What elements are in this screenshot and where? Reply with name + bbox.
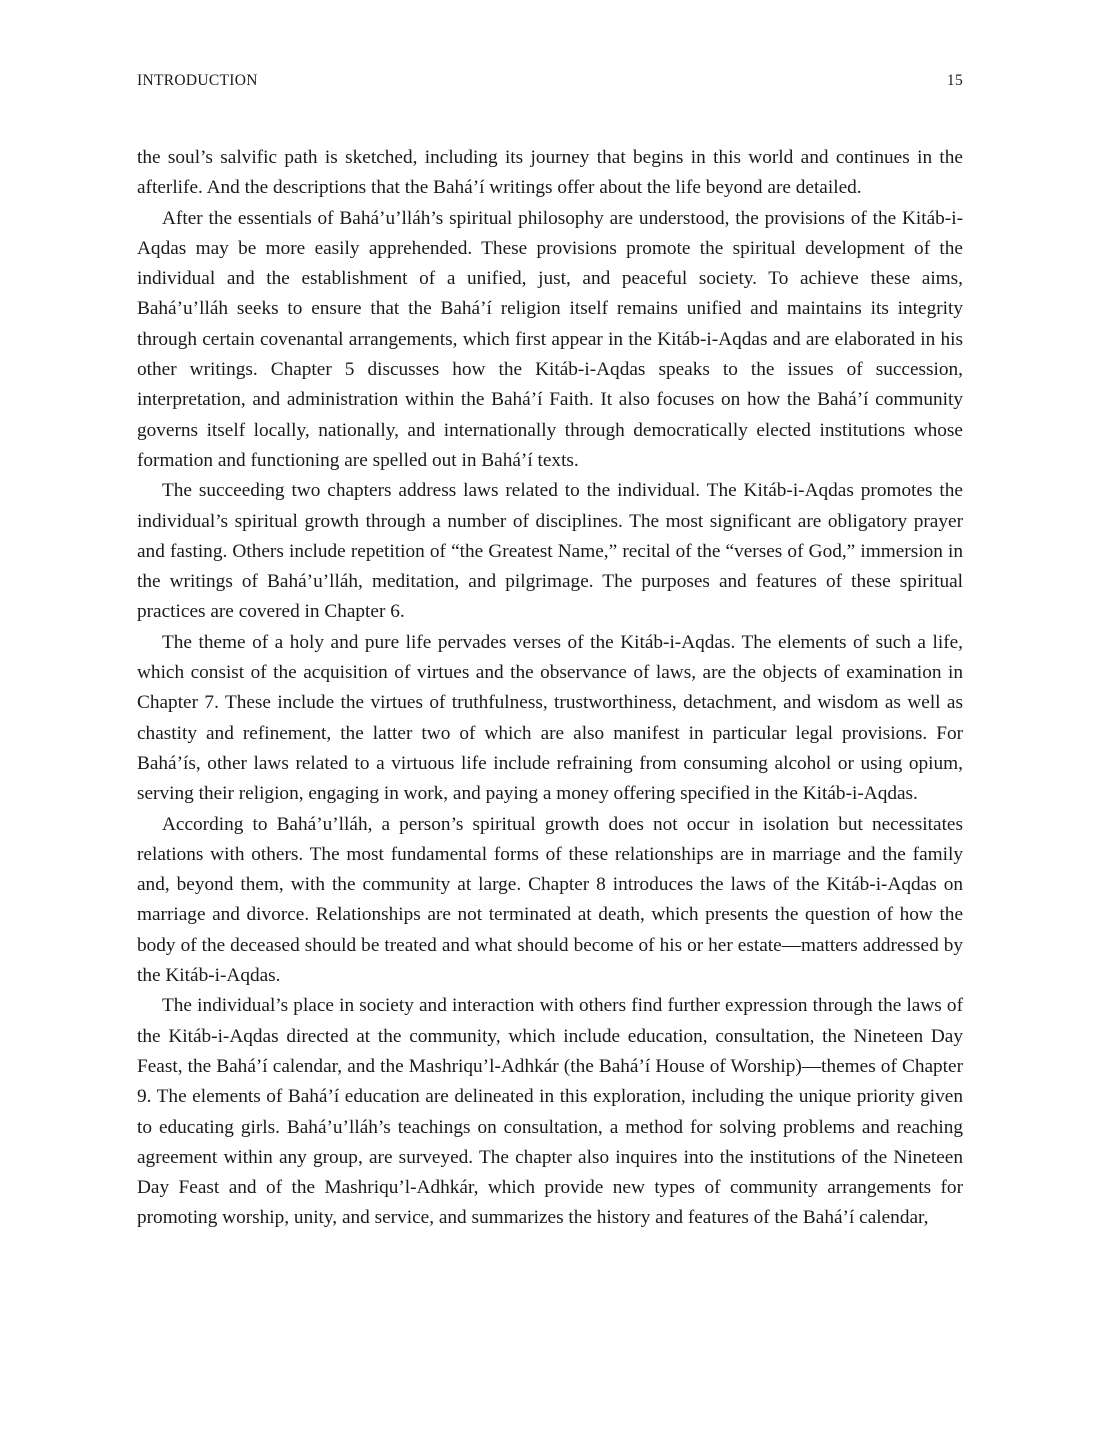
paragraph: After the essentials of Bahá’u’lláh’s spiritual philosophy are understood, the provisions of the Kitáb-i-Aqdas may be more easily apprehended. These provisions promote the spiritual development of the individual and the establishment of a unified, just, and peaceful society. To achieve these aims, Bahá’u’lláh seeks to ensure that the Bahá’í religion itself remains unified and maintains its integrity through certain covenantal arrangements, which first appear in the Kitáb-i-Aqdas and are elaborated in his other writings. Chapter 5 discusses how the Kitáb-i-Aqdas speaks to the issues of succession, interpretation, and administration within the Bahá’í Faith. It also focuses on how the Bahá’í community governs itself locally, nationally, and internationally through democratically elected institutions whose formation and functioning are spelled out in Bahá’í texts. bbox=[137, 207, 963, 471]
paragraph: the soul’s salvific path is sketched, including its journey that begins in this world and continues in the afterlife. And the descriptions that the Bahá’í writings offer about the life beyond are detailed. bbox=[137, 147, 963, 199]
running-head bbox=[137, 72, 963, 96]
paragraph: The individual’s place in society and interaction with others find further expression through the laws of the Kitáb-i-Aqdas directed at the community, which include education, consultation, the Nineteen Day Feast, the Bahá’í calendar, and the Mashriqu’l-Adhkár (the Bahá’í House of Worship)—themes of Chapter 9. The elements of Bahá’í education are delineated in this exploration, including the unique priority given to educating girls. Bahá’u’lláh’s teachings on consultation, a method for solving problems and reaching agreement within any group, are surveyed. The chapter also inquires into the institutions of the Nineteen Day Feast and of the Mashriqu’l-Adhkár, which provide new types of community arrangements for promoting worship, unity, and service, and summarizes the history and features of the Bahá’í calendar, bbox=[137, 995, 963, 1229]
paragraph: According to Bahá’u’lláh, a person’s spiritual growth does not occur in isolation but necessitates relations with others. The most fundamental forms of these relationships are in marriage and the family and, beyond them, with the community at large. Chapter 8 introduces the laws of the Kitáb-i-Aqdas on marriage and divorce. Relationships are not terminated at death, which presents the question of how the body of the deceased should be treated and what should become of his or her estate—matters addressed by the Kitáb-i-Aqdas. bbox=[137, 813, 963, 987]
running-title: INTRODUCTION bbox=[137, 72, 258, 89]
paragraph: The theme of a holy and pure life pervades verses of the Kitáb-i-Aqdas. The elements of such a life, which consist of the acquisition of virtues and the observance of laws, are the objects of examination in Chapter 7. These include the virtues of truthfulness, trustworthiness, detachment, and wisdom as well as chastity and refinement, the latter two of which are also manifest in particular legal provisions. For Bahá’ís, other laws related to a virtuous life include refraining from consuming alcohol or using opium, serving their religion, engaging in work, and paying a money offering specified in the Kitáb-i-Aqdas. bbox=[137, 631, 963, 805]
page-number: 15 bbox=[946, 72, 963, 89]
body-text bbox=[137, 143, 963, 1234]
paragraph: The succeeding two chapters address laws related to the individual. The Kitáb-i-Aqdas promotes the individual’s spiritual growth through a number of disciplines. The most significant are obligatory prayer and fasting. Others include repetition of “the Greatest Name,” recital of the “verses of God,” immersion in the writings of Bahá’u’lláh, meditation, and pilgrimage. The purposes and features of these spiritual practices are covered in Chapter 6. bbox=[137, 480, 963, 623]
